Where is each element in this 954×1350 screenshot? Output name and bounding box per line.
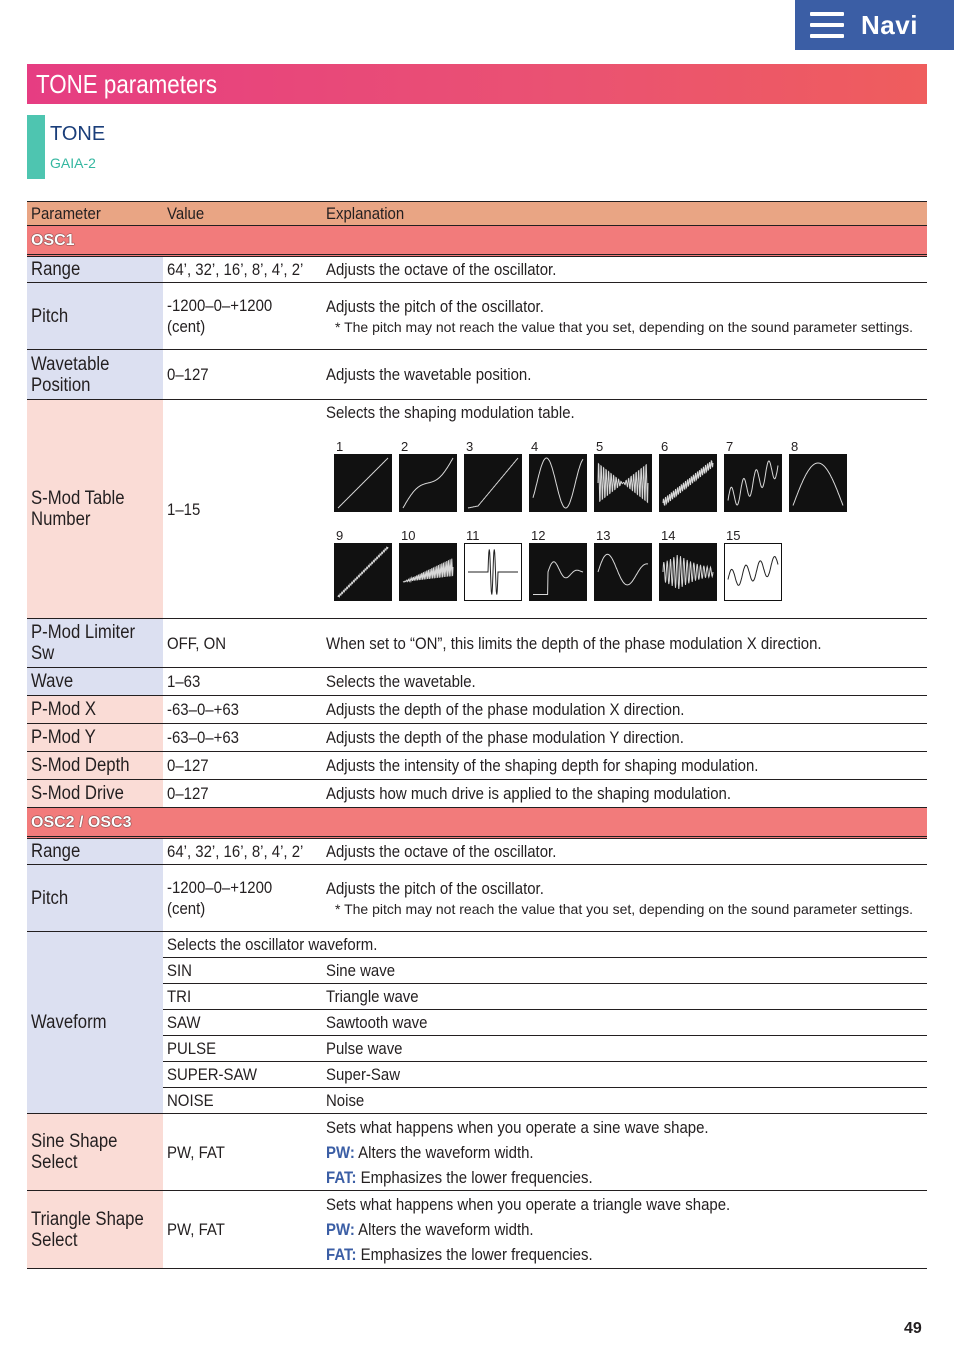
param-name: S-Mod Table Number bbox=[27, 400, 163, 619]
smod-table-number: 15 bbox=[726, 528, 741, 543]
param-value: 0–127 bbox=[163, 350, 322, 400]
param-value: 64’, 32’, 16’, 8’, 4’, 2’ bbox=[163, 838, 322, 865]
table-row bbox=[27, 696, 927, 724]
smod-table-number: 1 bbox=[336, 439, 344, 454]
option-value: SUPER-SAW bbox=[163, 1062, 322, 1088]
smod-table-number: 2 bbox=[401, 439, 409, 454]
param-name: P-Mod Y bbox=[27, 724, 163, 752]
waveform-shape-icon bbox=[594, 454, 652, 512]
table-row bbox=[27, 350, 927, 400]
table-row bbox=[27, 256, 927, 283]
param-name: Wave bbox=[27, 668, 163, 696]
header-explanation: Explanation bbox=[322, 202, 927, 226]
option-value: SAW bbox=[163, 1010, 322, 1036]
param-value: PW, FAT bbox=[163, 1191, 322, 1269]
param-explanation: Adjusts the wavetable position. bbox=[322, 350, 927, 400]
smod-table-thumb-2 bbox=[399, 439, 457, 512]
waveform-shape-icon bbox=[399, 454, 457, 512]
param-explanation: Adjusts the depth of the phase modulation X direction. bbox=[322, 696, 927, 724]
param-explanation: Adjusts the pitch of the oscillator. * The pitch may not reach the value that you set, depending on the sound parameter settings. bbox=[322, 865, 927, 932]
param-explanation: Adjusts the octave of the oscillator. bbox=[322, 838, 927, 865]
param-explanation: Adjusts the octave of the oscillator. bbox=[322, 256, 927, 283]
parameter-table bbox=[27, 201, 927, 1269]
param-explanation: Adjusts the depth of the phase modulation Y direction. bbox=[322, 724, 927, 752]
param-value: -63–0–+63 bbox=[163, 724, 322, 752]
navi-label: Navi bbox=[861, 9, 918, 40]
param-explanation: Selects the oscillator waveform. bbox=[163, 932, 927, 958]
waveform-shape-icon bbox=[594, 543, 652, 601]
param-name: P-Mod X bbox=[27, 696, 163, 724]
smod-table-number: 12 bbox=[531, 528, 546, 543]
waveform-shape-icon bbox=[334, 543, 392, 601]
param-explanation: Sets what happens when you operate a sine wave shape. PW: Alters the waveform width. FAT: Emphasizes the lower frequencies. bbox=[322, 1114, 927, 1191]
table-row bbox=[27, 865, 927, 932]
param-name: Range bbox=[27, 256, 163, 283]
param-name: Sine Shape Select bbox=[27, 1114, 163, 1191]
param-name: Triangle Shape Select bbox=[27, 1191, 163, 1269]
smod-table-number: 9 bbox=[336, 528, 344, 543]
waveform-shape-icon bbox=[529, 543, 587, 601]
smod-table-thumb-4 bbox=[529, 439, 587, 512]
smod-table-thumb-9 bbox=[334, 528, 392, 601]
group-row-osc1 bbox=[27, 226, 927, 256]
waveform-shape-icon bbox=[334, 454, 392, 512]
param-explanation: Adjusts how much drive is applied to the shaping modulation. bbox=[322, 780, 927, 808]
smod-table-thumb-14 bbox=[659, 528, 717, 601]
section-accent-bar bbox=[27, 115, 45, 179]
header-parameter: Parameter bbox=[27, 202, 163, 226]
keyword-pw: PW: bbox=[326, 1220, 355, 1239]
param-value: -63–0–+63 bbox=[163, 696, 322, 724]
smod-table-thumb-6 bbox=[659, 439, 717, 512]
param-name: Pitch bbox=[27, 283, 163, 350]
section-title: TONE bbox=[50, 123, 106, 145]
keyword-pw: PW: bbox=[326, 1142, 355, 1162]
page-number: 49 bbox=[904, 1320, 922, 1337]
smod-table-number: 14 bbox=[661, 528, 676, 543]
table-row bbox=[27, 283, 927, 350]
table-row bbox=[27, 780, 927, 808]
group-label-osc23: OSC2 / OSC3 bbox=[31, 813, 132, 831]
param-explanation: Selects the wavetable. bbox=[322, 668, 927, 696]
table-header-row bbox=[27, 202, 927, 226]
param-explanation: Selects the shaping modulation table. 1 2 3 4 5 6 7 8 9 10 11 12 13 14 15 bbox=[322, 400, 927, 619]
option-value: NOISE bbox=[163, 1088, 322, 1114]
option-desc: Pulse wave bbox=[322, 1036, 927, 1062]
waveform-shape-icon bbox=[724, 543, 782, 601]
waveform-shape-icon bbox=[789, 454, 847, 512]
waveform-shape-icon bbox=[464, 543, 522, 601]
smod-table-number: 3 bbox=[466, 439, 474, 454]
option-desc: Triangle wave bbox=[322, 984, 927, 1010]
keyword-fat: FAT: bbox=[326, 1245, 357, 1264]
param-note: * The pitch may not reach the value that you set, depending on the sound parameter settings. bbox=[335, 901, 913, 917]
option-desc: Sine wave bbox=[322, 958, 927, 984]
page-title: TONE parameters bbox=[36, 68, 218, 99]
smod-table-thumb-11 bbox=[464, 528, 522, 601]
param-name: P-Mod Limiter Sw bbox=[27, 619, 163, 668]
param-value: OFF, ON bbox=[163, 619, 322, 668]
menu-icon bbox=[810, 12, 844, 38]
smod-table-number: 10 bbox=[401, 528, 416, 543]
param-value: -1200–0–+1200 (cent) bbox=[163, 283, 322, 350]
table-row bbox=[27, 668, 927, 696]
smod-table-thumb-15 bbox=[724, 528, 782, 601]
smod-table-thumb-12 bbox=[529, 528, 587, 601]
smod-table-thumb-1 bbox=[334, 439, 392, 512]
param-explanation: Adjusts the intensity of the shaping depth for shaping modulation. bbox=[322, 752, 927, 780]
group-row-osc23 bbox=[27, 808, 927, 838]
smod-table-number: 6 bbox=[661, 439, 669, 454]
param-explanation: Adjusts the pitch of the oscillator. * The pitch may not reach the value that you set, depending on the sound parameter settings. bbox=[322, 283, 927, 350]
param-name: Wavetable Position bbox=[27, 350, 163, 400]
param-value: -1200–0–+1200 (cent) bbox=[163, 865, 322, 932]
waveform-shape-icon bbox=[399, 543, 457, 601]
option-desc: Super-Saw bbox=[322, 1062, 927, 1088]
smod-table-number: 7 bbox=[726, 439, 734, 454]
table-row bbox=[27, 1191, 927, 1269]
param-name: Waveform bbox=[27, 932, 163, 1114]
option-desc: Sawtooth wave bbox=[322, 1010, 927, 1036]
param-explanation: When set to “ON”, this limits the depth of the phase modulation X direction. bbox=[322, 619, 927, 668]
param-name: Pitch bbox=[27, 865, 163, 932]
param-explanation: Sets what happens when you operate a triangle wave shape. PW: Alters the waveform width. FAT: Emphasizes the lower frequencies. bbox=[322, 1191, 927, 1269]
param-value: 1–15 bbox=[163, 400, 322, 619]
waveform-shape-icon bbox=[529, 454, 587, 512]
smod-table-thumb-8 bbox=[789, 439, 847, 512]
waveform-shape-icon bbox=[464, 454, 522, 512]
smod-table-thumb-13 bbox=[594, 528, 652, 601]
section-subtitle: GAIA-2 bbox=[50, 155, 96, 171]
param-value: 64’, 32’, 16’, 8’, 4’, 2’ bbox=[163, 256, 322, 283]
table-row bbox=[27, 838, 927, 865]
page-title-bar bbox=[27, 64, 927, 104]
table-row bbox=[27, 400, 927, 619]
smod-table-number: 4 bbox=[531, 439, 539, 454]
smod-table-number: 13 bbox=[596, 528, 611, 543]
param-value: PW, FAT bbox=[163, 1114, 322, 1191]
param-note: * The pitch may not reach the value that you set, depending on the sound parameter settings. bbox=[335, 319, 913, 335]
smod-table-number: 5 bbox=[596, 439, 604, 454]
keyword-fat: FAT: bbox=[326, 1167, 357, 1187]
param-name: S-Mod Drive bbox=[27, 780, 163, 808]
waveform-shape-icon bbox=[659, 543, 717, 601]
table-row bbox=[27, 752, 927, 780]
smod-table-thumb-10 bbox=[399, 528, 457, 601]
group-label-osc1: OSC1 bbox=[31, 231, 75, 249]
smod-table-number: 8 bbox=[791, 439, 799, 454]
waveform-shape-icon bbox=[724, 454, 782, 512]
table-row bbox=[27, 932, 927, 958]
param-value: 0–127 bbox=[163, 780, 322, 808]
option-value: TRI bbox=[163, 984, 322, 1010]
param-value: 1–63 bbox=[163, 668, 322, 696]
table-row bbox=[27, 619, 927, 668]
option-value: PULSE bbox=[163, 1036, 322, 1062]
navi-button[interactable] bbox=[795, 0, 954, 50]
waveform-shape-icon bbox=[659, 454, 717, 512]
table-row bbox=[27, 724, 927, 752]
table-row bbox=[27, 1114, 927, 1191]
smod-table-number: 11 bbox=[466, 528, 480, 543]
param-name: Range bbox=[27, 838, 163, 865]
param-name: S-Mod Depth bbox=[27, 752, 163, 780]
smod-table-thumb-7 bbox=[724, 439, 782, 512]
option-value: SIN bbox=[163, 958, 322, 984]
smod-table-thumb-5 bbox=[594, 439, 652, 512]
header-value: Value bbox=[163, 202, 322, 226]
param-value: 0–127 bbox=[163, 752, 322, 780]
smod-table-thumb-3 bbox=[464, 439, 522, 512]
option-desc: Noise bbox=[322, 1088, 927, 1114]
